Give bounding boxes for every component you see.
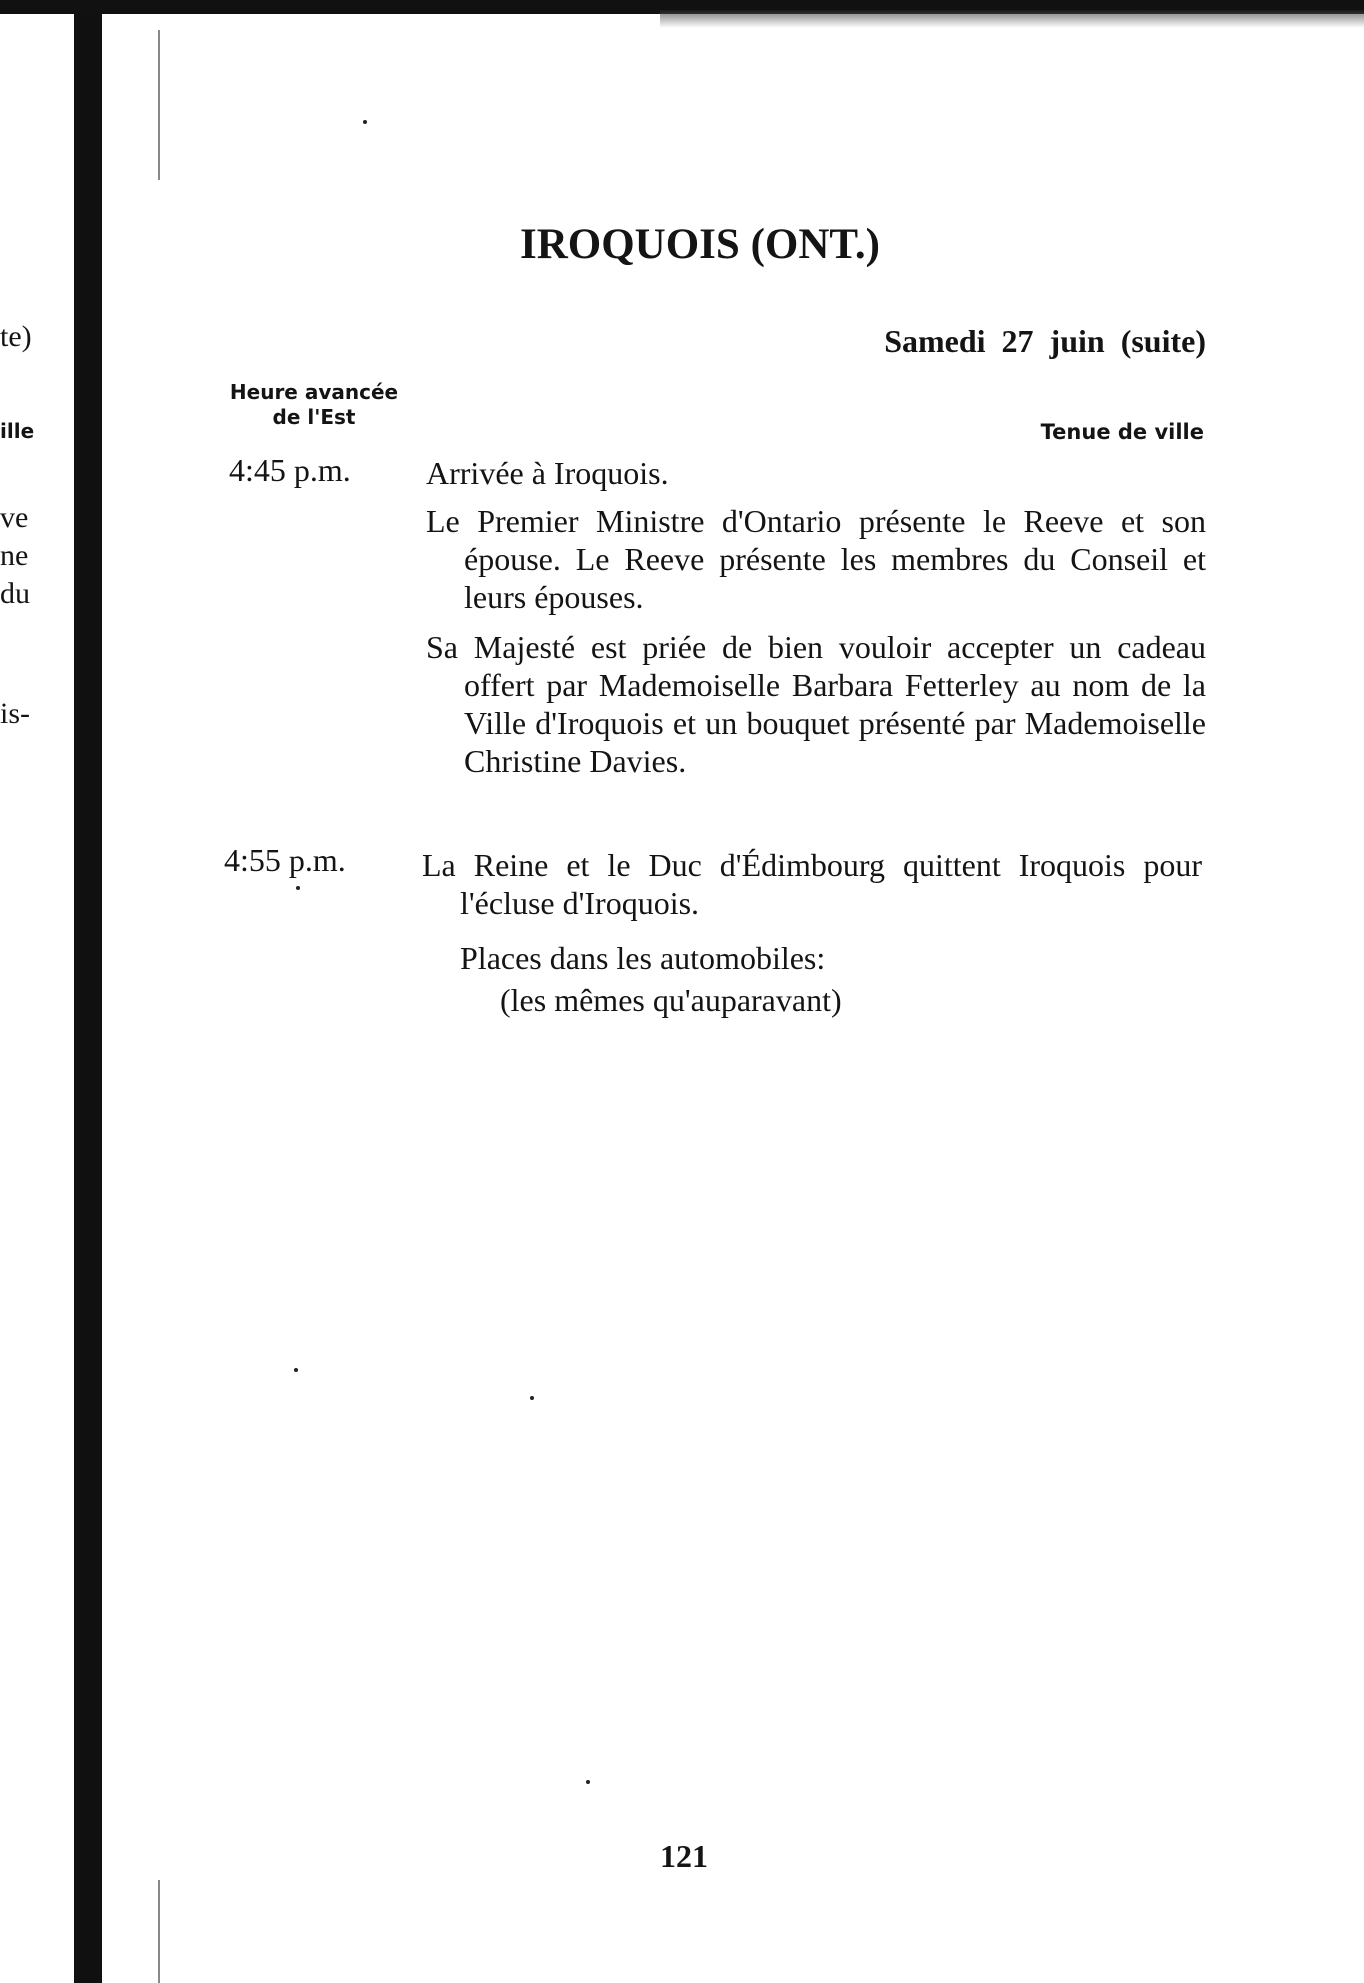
facing-page-text: du [0, 577, 30, 610]
binding-gutter [74, 14, 102, 1983]
entry-paragraph: La Reine et le Duc d'Édimbourg quittent Iroquois pour l'écluse d'Iroquois. [422, 847, 1202, 921]
time-header-line2: de l'Est [272, 405, 356, 429]
facing-page-text: ne [0, 539, 29, 572]
entry-paragraph: Sa Majesté est priée de bien vouloir accepter un cadeau offert par Mademoiselle Barbara Fetterley au nom de la Ville d'Iroquois et un bouquet présenté par Mademoiselle Christine Davies. [426, 629, 1206, 779]
scan-speck [294, 1368, 298, 1372]
places-note: (les mêmes qu'auparavant) [500, 982, 842, 1018]
scan-speck [296, 886, 300, 890]
entry-time: 4:55 p.m. [224, 842, 346, 878]
facing-page-text: te) [0, 320, 32, 353]
page-number: 121 [660, 1838, 708, 1874]
gutter-line-top [158, 30, 160, 180]
time-header-line1: Heure avancée [229, 380, 399, 404]
page-title: IROQUOIS (ONT.) [520, 221, 880, 268]
gutter-line-bottom [158, 1880, 160, 1983]
places-label: Places dans les automobiles: [460, 940, 826, 976]
facing-page-text: ille [0, 419, 35, 443]
entry-paragraph: Le Premier Ministre d'Ontario présente le Reeve et son épouse. Le Reeve présente les membres du Conseil et leurs épouses. [426, 503, 1206, 615]
scan-speck [363, 120, 367, 124]
facing-page-fragment [0, 0, 74, 800]
top-scan-edge-fade [660, 10, 1364, 28]
date-line: Samedi 27 juin (suite) [884, 323, 1206, 359]
facing-page-text: is- [0, 697, 30, 730]
entry-paragraph: Arrivée à Iroquois. [426, 455, 669, 491]
time-column-header [214, 380, 414, 430]
scan-speck [586, 1780, 590, 1784]
facing-page-text: ve [0, 501, 29, 534]
dress-code: Tenue de ville [1040, 420, 1204, 444]
scan-speck [530, 1396, 534, 1400]
entry-time: 4:45 p.m. [229, 452, 351, 488]
